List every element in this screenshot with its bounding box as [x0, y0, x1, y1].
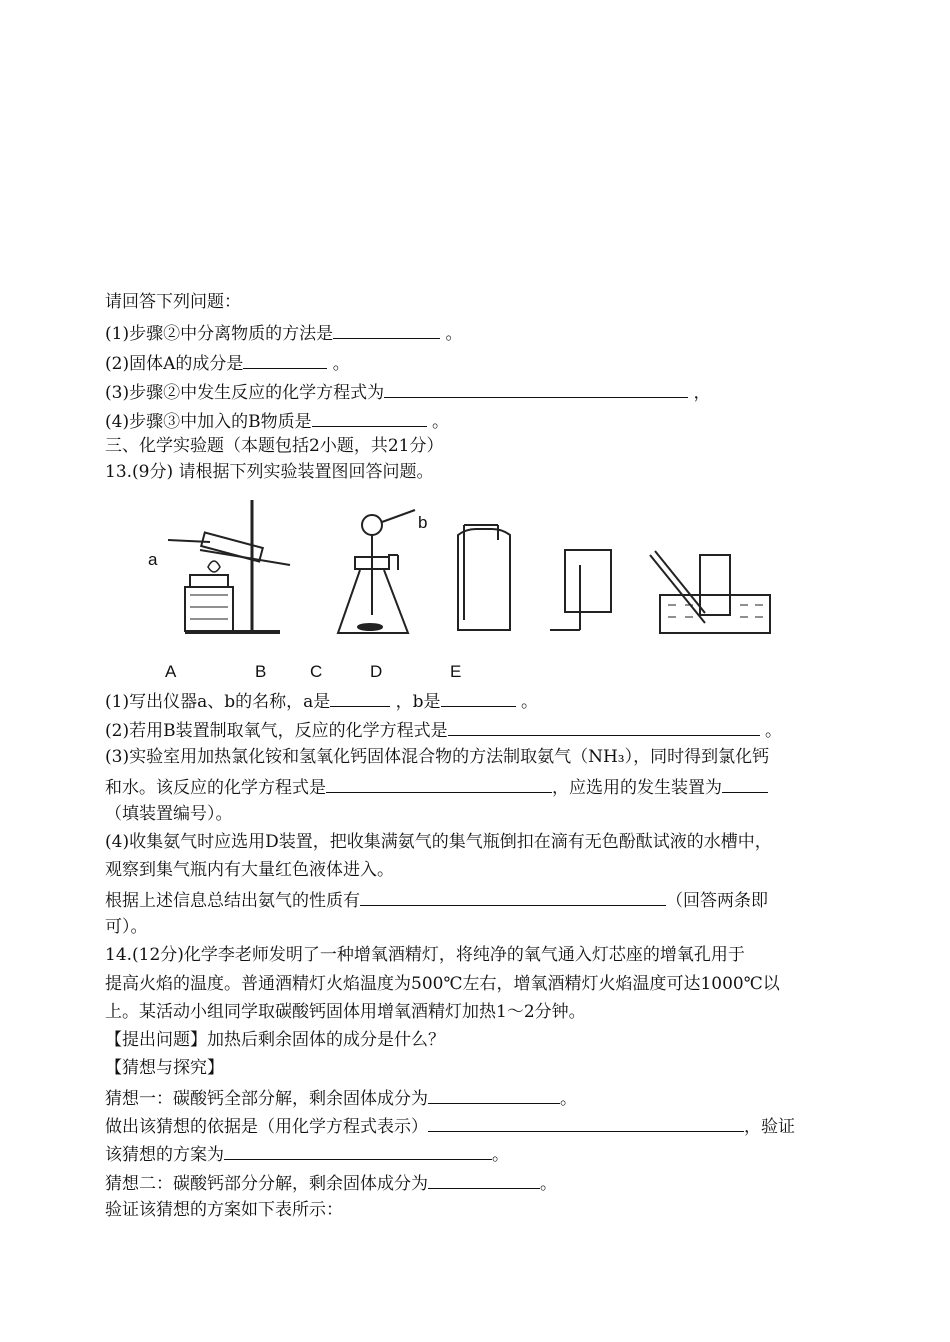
- question-text: 猜想二：碳酸钙部分分解，剩余固体成分为: [105, 1174, 428, 1194]
- punctuation: ，: [693, 383, 711, 403]
- answer-blank[interactable]: [360, 889, 666, 906]
- answer-blank[interactable]: [428, 1087, 560, 1104]
- apparatus-label-C: C: [310, 662, 323, 681]
- q13-part-4-line-3: [105, 889, 768, 911]
- answer-blank[interactable]: [326, 776, 552, 793]
- apparatus-label-D: D: [370, 662, 383, 681]
- apparatus-label-B: B: [255, 662, 267, 681]
- q13-part-4-line-1: (4)收集氨气时应选用D装置，把收集满氨气的集气瓶倒扣在滴有无色酚酞试液的水槽中，: [105, 832, 772, 852]
- q13-part-3-line-1: (3)实验室用加热氯化铵和氢氧化钙固体混合物的方法制取氨气（NH₃），同时得到氯化钙: [105, 747, 770, 767]
- question-text: ，应选用的发生装置为: [552, 778, 722, 798]
- question-text: (2)固体A的成分是: [105, 354, 244, 374]
- label-b: b: [418, 513, 428, 532]
- punctuation: 。: [560, 1089, 577, 1109]
- answer-blank[interactable]: [428, 1172, 540, 1189]
- answer-blank-b[interactable]: [441, 690, 516, 707]
- apparatus-label-A: A: [165, 662, 177, 681]
- question-text: (1)步骤②中分离物质的方法是: [105, 324, 334, 344]
- question-text: 和水。该反应的化学方程式是: [105, 778, 326, 798]
- q14-question: 【提出问题】加热后剩余固体的成分是什么？: [105, 1030, 445, 1050]
- punctuation: 。: [540, 1174, 557, 1194]
- q13-part-3-line-3: （填装置编号）。: [105, 804, 233, 824]
- label-a: a: [148, 550, 158, 569]
- answer-blank[interactable]: [224, 1143, 492, 1160]
- question-text: ，验证: [744, 1117, 795, 1137]
- q13-title: 13.(9分) 请根据下列实验装置图回答问题。: [105, 462, 434, 482]
- question-2: [105, 352, 350, 374]
- question-text: (4)步骤③中加入的B物质是: [105, 412, 312, 432]
- q14-line-2: 提高火焰的温度。普通酒精灯火焰温度为500℃左右，增氧酒精灯火焰温度可达1000℃以: [105, 974, 780, 994]
- punctuation: 。: [492, 1145, 509, 1165]
- intro-text: 请回答下列问题：: [105, 292, 241, 312]
- answer-blank[interactable]: [722, 776, 768, 793]
- q13-part-2: [105, 719, 782, 741]
- question-text: （回答两条即: [666, 891, 768, 911]
- punctuation: 。: [431, 412, 449, 432]
- q14-line-3: 上。某活动小组同学取碳酸钙固体用增氧酒精灯加热1～2分钟。: [105, 1002, 586, 1022]
- answer-blank[interactable]: [333, 322, 440, 339]
- q13-part-1: [105, 690, 538, 712]
- question-3: [105, 381, 711, 403]
- answer-blank[interactable]: [312, 410, 427, 427]
- section-3-heading: 三、化学实验题（本题包括2小题，共21分）: [105, 436, 444, 456]
- question-text: 猜想一：碳酸钙全部分解，剩余固体成分为: [105, 1089, 428, 1109]
- q14-line-1: 14.(12分)化学李老师发明了一种增氧酒精灯，将纯净的氧气通入灯芯座的增氧孔用于: [105, 945, 745, 965]
- answer-blank[interactable]: [428, 1115, 744, 1132]
- question-text: 该猜想的方案为: [105, 1145, 224, 1165]
- apparatus-figure: [140, 495, 780, 650]
- apparatus-drawing: [140, 495, 780, 645]
- answer-blank[interactable]: [243, 352, 327, 369]
- punctuation: 。: [764, 721, 782, 741]
- q14-guess-2: [105, 1172, 557, 1194]
- question-text: (1)写出仪器a、b的名称，a是: [105, 692, 331, 712]
- q13-part-3-line-2: [105, 776, 768, 798]
- punctuation: 。: [520, 692, 538, 712]
- punctuation: 。: [445, 324, 463, 344]
- question-text: ，b是: [395, 692, 441, 712]
- q13-part-4-line-2: 观察到集气瓶内有大量红色液体进入。: [105, 860, 394, 880]
- question-1: [105, 322, 463, 344]
- q14-explore: 【猜想与探究】: [105, 1058, 224, 1078]
- q14-basis: [105, 1115, 795, 1137]
- q14-guess-1: [105, 1087, 577, 1109]
- answer-blank[interactable]: [384, 381, 688, 398]
- question-text: (2)若用B装置制取氧气，反应的化学方程式是: [105, 721, 448, 741]
- question-text: (3)步骤②中发生反应的化学方程式为: [105, 383, 385, 403]
- answer-blank[interactable]: [448, 719, 760, 736]
- q14-plan-1: [105, 1143, 509, 1165]
- q13-part-4-line-4: 可）。: [105, 917, 148, 937]
- q14-table-intro: 验证该猜想的方案如下表所示：: [105, 1200, 343, 1220]
- apparatus-label-E: E: [450, 662, 462, 681]
- question-4: [105, 410, 449, 432]
- question-text: 做出该猜想的依据是（用化学方程式表示）: [105, 1117, 428, 1137]
- punctuation: 。: [332, 354, 350, 374]
- answer-blank-a[interactable]: [330, 690, 390, 707]
- question-text: 根据上述信息总结出氨气的性质有: [105, 891, 360, 911]
